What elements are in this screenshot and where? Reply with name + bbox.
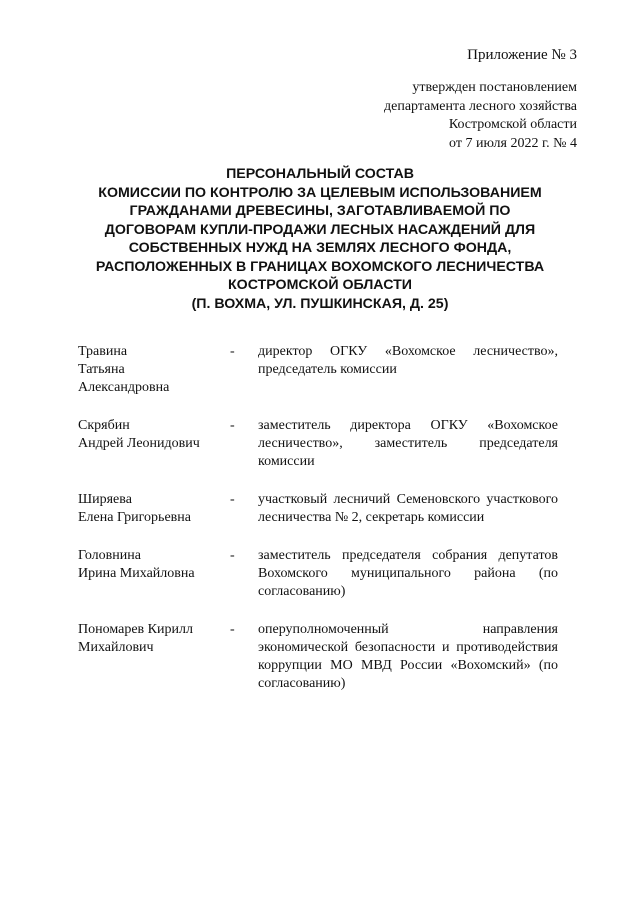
member-role: оперуполномоченный направления экономической безопасности и противодействия коррупции МО МВД России «Вохомский» (по согласованию) (258, 622, 558, 691)
member-name (78, 491, 230, 527)
name-line: Скрябин (78, 418, 130, 433)
title-line: СОБСТВЕННЫХ НУЖД НА ЗЕМЛЯХ ЛЕСНОГО ФОНДА, (128, 240, 512, 256)
member-row (78, 491, 558, 527)
member-role: заместитель председателя собрания депутатов Вохомского муниципального района (по согласованию) (258, 548, 558, 599)
name-line: Ширяева (78, 492, 132, 507)
document-title (40, 165, 600, 313)
approval-line: утвержден постановлением (412, 80, 577, 95)
name-line: Пономарев Кирилл (78, 622, 193, 637)
title-line: КОСТРОМСКОЙ ОБЛАСТИ (228, 277, 412, 293)
member-name (78, 621, 230, 693)
member-name (78, 417, 230, 471)
name-line: Елена Григорьевна (78, 510, 191, 525)
approval-line: Костромской области (448, 117, 577, 132)
title-line: ПЕРСОНАЛЬНЫЙ СОСТАВ (226, 166, 414, 182)
member-dash: - (230, 492, 235, 507)
title-line: (П. ВОХМА, УЛ. ПУШКИНСКАЯ, Д. 25) (191, 295, 449, 312)
title-line: ГРАЖДАНАМИ ДРЕВЕСИНЫ, ЗАГОТАВЛИВАЕМОЙ ПО (129, 203, 511, 219)
members-list (78, 343, 558, 713)
member-dash: - (230, 344, 235, 359)
member-row (78, 547, 558, 601)
title-line: КОМИССИИ ПО КОНТРОЛЮ ЗА ЦЕЛЕВЫМ ИСПОЛЬЗОВАНИЕМ (98, 184, 542, 201)
name-line: Михайлович (78, 640, 154, 655)
approval-line: департамента лесного хозяйства (384, 98, 577, 114)
title-line: РАСПОЛОЖЕННЫХ В ГРАНИЦАХ ВОХОМСКОГО ЛЕСНИЧЕСТВА (95, 258, 545, 275)
member-row (78, 343, 558, 397)
appendix-label: Приложение № 3 (467, 47, 577, 63)
approval-line: от 7 июля 2022 г. № 4 (449, 135, 577, 151)
approval-block (384, 79, 577, 153)
member-name (78, 343, 230, 397)
name-line: Татьяна (78, 362, 125, 377)
name-line: Ирина Михайловна (78, 566, 195, 581)
name-line: Головнина (78, 548, 141, 563)
member-row (78, 417, 558, 471)
member-dash: - (230, 548, 235, 563)
member-dash: - (230, 622, 235, 637)
name-line: Александровна (78, 380, 170, 395)
name-line: Травина (78, 344, 128, 359)
member-role: заместитель директора ОГКУ «Вохомское лесничество», заместитель председателя комиссии (258, 418, 558, 469)
member-row (78, 621, 558, 693)
member-role: директор ОГКУ «Вохомское лесничество», председатель комиссии (258, 344, 558, 377)
member-name (78, 547, 230, 601)
member-role: участковый лесничий Семеновского участкового лесничества № 2, секретарь комиссии (258, 492, 558, 525)
title-line: ДОГОВОРАМ КУПЛИ-ПРОДАЖИ ЛЕСНЫХ НАСАЖДЕНИЙ ДЛЯ (104, 221, 536, 238)
name-line: Андрей Леонидович (78, 436, 200, 451)
member-dash: - (230, 418, 235, 433)
